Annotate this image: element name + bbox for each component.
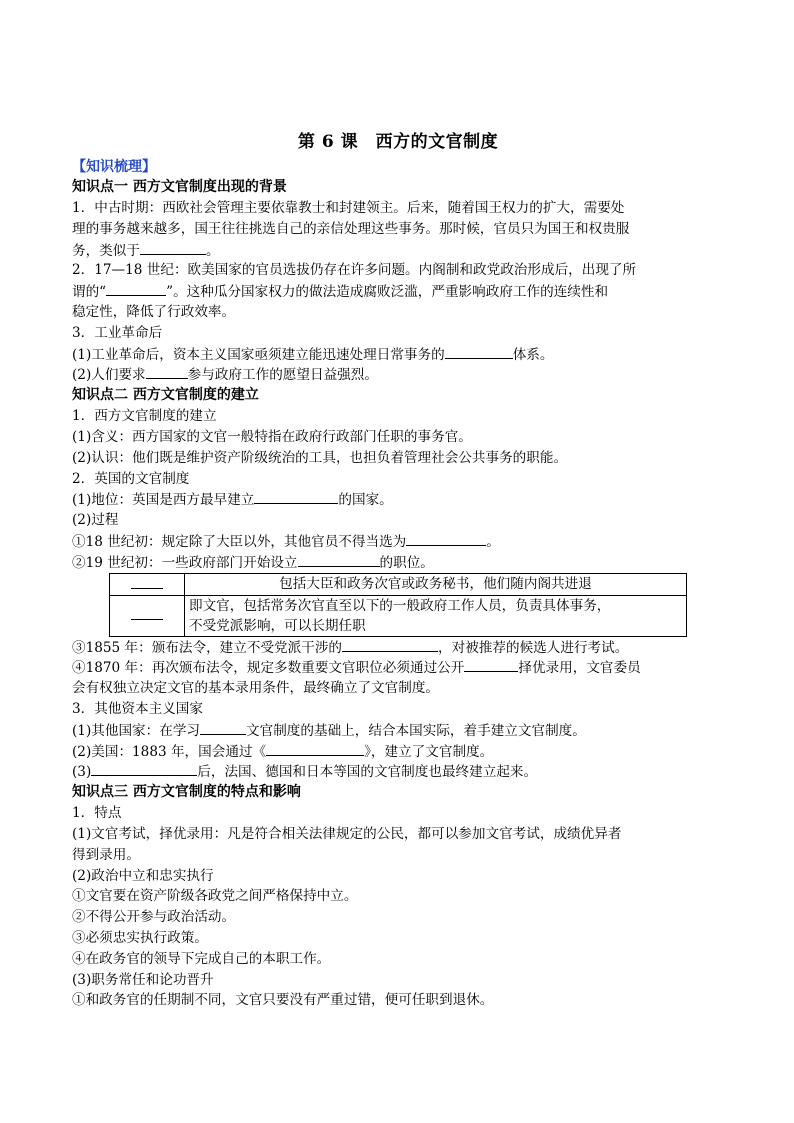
text-line: ②19 世纪初：一些政府部门开始设立 的职位。	[72, 552, 724, 573]
text-line: ③1855 年：颁布法令，建立不受党派干涉的 ，对被推荐的候选人进行考试。	[72, 637, 724, 658]
text-line: (1)其他国家：在学习 文官制度的基础上，结合本国实际，着手建立文官制度。	[72, 720, 724, 741]
text-line: 务，类似于 。	[72, 240, 724, 261]
text-line: (1)文官考试，择优录用：凡是符合相关法律规定的公民，都可以参加文官考试，成绩优异者	[72, 825, 622, 842]
text-line: ④在政务官的领导下完成自己的本职工作。	[72, 950, 331, 967]
table-cell-blank[interactable]	[110, 573, 185, 595]
table-cell-blank[interactable]	[110, 595, 185, 636]
text-line: 得到录用。	[72, 846, 140, 863]
text-line: 3．工业革命后	[72, 324, 163, 341]
text-line: (1)地位：英国是西方最早建立 的国家。	[72, 489, 724, 510]
fill-blank[interactable]	[146, 364, 188, 379]
text-line: ①18 世纪初：规定除了大臣以外，其他官员不得当选为 。	[72, 531, 724, 552]
text-line: 稳定性，降低了行政效率。	[72, 303, 236, 320]
text-line: (3) 后，法国、德国和日本等国的文官制度也最终建立起来。	[72, 761, 724, 782]
fill-blank[interactable]	[106, 281, 166, 296]
text-line: ①文官要在资产阶级各政党之间严格保持中立。	[72, 888, 358, 905]
fill-blank[interactable]	[254, 489, 338, 504]
text-line: (2)过程	[72, 512, 119, 529]
table-row	[110, 573, 687, 595]
lesson-title: 第 6 课 西方的文官制度	[297, 132, 499, 152]
text-line: (3)职务常任和论功晋升	[72, 971, 214, 988]
table-row	[110, 595, 687, 636]
text-line: 2．英国的文官制度	[72, 470, 190, 487]
fill-blank[interactable]	[266, 741, 364, 756]
fill-blank[interactable]	[406, 531, 486, 546]
text-line: 会有权独立决定文官的基本录用条件，最终确立了文官制度。	[72, 680, 440, 697]
table-cell: 包括大臣和政务次官或政务秘书，他们随内阁共进退	[185, 573, 687, 595]
fill-blank[interactable]	[91, 761, 197, 776]
fill-blank[interactable]	[445, 344, 513, 359]
text-line: ③必须忠实执行政策。	[72, 929, 208, 946]
text-line: 1．特点	[72, 805, 122, 822]
text-line: ②不得公开参与政治活动。	[72, 909, 236, 926]
fill-blank[interactable]	[140, 240, 206, 255]
fill-blank[interactable]	[131, 574, 163, 589]
text-line: (2)政治中立和忠实执行	[72, 867, 214, 884]
fill-blank[interactable]	[298, 552, 380, 567]
text-line: (2)美国：1883 年，国会通过《 》，建立了文官制度。	[72, 741, 724, 762]
worksheet-page	[72, 127, 724, 1011]
text-line: (2)人们要求 参与政府工作的愿望日益强烈。	[72, 364, 724, 385]
fill-blank[interactable]	[200, 720, 246, 735]
fill-blank[interactable]	[464, 657, 518, 672]
table-cell: 即文官，包括常务次官直至以下的一般政府工作人员，负责具体事务， 不受党派影响，可以长期任职	[185, 595, 687, 636]
text-line: 理的事务越来越多，国王往往挑选自己的亲信处理这些事务。那时候，官员只为国王和权贵服	[72, 220, 630, 237]
official-types-table	[109, 573, 687, 637]
text-line: 谓的“ ”。这种瓜分国家权力的做法造成腐败泛滥，严重影响政府工作的连续性和	[72, 281, 724, 302]
text-line: (1)工业革命后，资本主义国家亟须建立能迅速处理日常事务的 体系。	[72, 344, 724, 365]
text-line: (2)认识：他们既是维护资产阶级统治的工具，也担负着管理社会公共事务的职能。	[72, 449, 568, 466]
text-line: (1)含义：西方国家的文官一般特指在政府行政部门任职的事务官。	[72, 428, 472, 445]
section-3-heading: 知识点三 西方文官制度的特点和影响	[72, 784, 301, 801]
text-line: ①和政务官的任期制不同，文官只要没有严重过错，便可任职到退休。	[72, 992, 494, 1009]
fill-blank[interactable]	[342, 637, 438, 652]
fill-blank[interactable]	[131, 605, 163, 620]
text-line: 2．17—18 世纪：欧美国家的官员选拔仍存在许多问题。内阁制和政党政治形成后，出现了所	[72, 262, 637, 279]
section-2-heading: 知识点二 西方文官制度的建立	[72, 387, 259, 404]
text-line: ④1870 年：再次颁布法令，规定多数重要文官职位必须通过公开 择优录用，文官委员	[72, 657, 724, 678]
section-1-heading: 知识点一 西方文官制度出现的背景	[72, 179, 287, 195]
text-line: 1．中古时期：西欧社会管理主要依靠教士和封建领主。后来，随着国王权力的扩大，需要处	[72, 200, 625, 216]
text-line: 1．西方文官制度的建立	[72, 408, 217, 425]
text-line: 3．其他资本主义国家	[72, 700, 203, 717]
section-tag: 【知识梳理】	[72, 159, 156, 175]
